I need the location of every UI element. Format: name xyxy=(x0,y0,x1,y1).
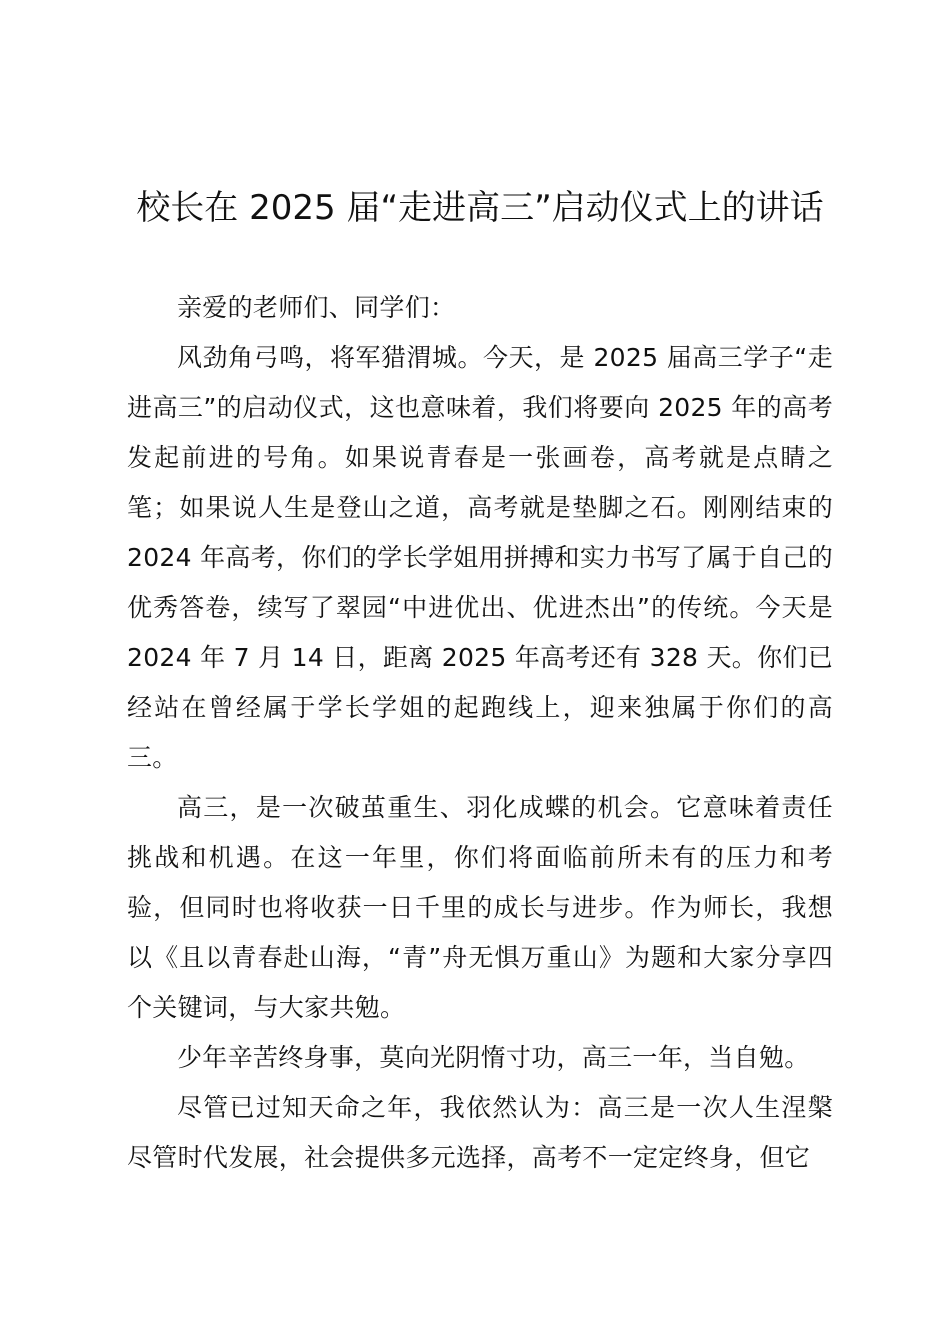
paragraph: 风劲角弓鸣，将军猎渭城。今天，是 2025 届高三学子“走进高三”的启动仪式，这也意味着，我们将要向 2025 年的高考发起前进的号角。如果说青春是一张画卷，高考就是点睛之笔；如果说人生是登山之道，高考就是垫脚之石。刚刚结束的 2024 年高考，你们的学长学姐用拼搏和实力书写了属于自己的优秀答卷，续写了翠园“中进优出、优进杰出”的传统。今天是 2024 年 7 月 14 日，距离 2025 年高考还有 328 天。你们已经站在曾经属于学长学姐的起跑线上，迎来独属于你们的高三。 xyxy=(127,343,833,772)
document-title: 校长在 2025 届“走进高三”启动仪式上的讲话 xyxy=(136,188,824,228)
paragraph: 少年辛苦终身事，莫向光阴惰寸功，高三一年，当自勉。 xyxy=(177,1043,810,1072)
greeting-line: 亲爱的老师们、同学们： xyxy=(177,293,456,322)
paragraph: 高三，是一次破茧重生、羽化成蝶的机会。它意味着责任挑战和机遇。在这一年里，你们将面临前所未有的压力和考验，但同时也将收获一日千里的成长与进步。作为师长，我想以《且以青春赴山海，“青”舟无惧万重山》为题和大家分享四个关键词，与大家共勉。 xyxy=(127,793,833,1022)
document-body xyxy=(127,283,833,1183)
paragraph: 尽管已过知天命之年，我依然认为：高三是一次人生涅槃尽管时代发展，社会提供多元选择，高考不一定定终身，但它 xyxy=(127,1093,833,1172)
